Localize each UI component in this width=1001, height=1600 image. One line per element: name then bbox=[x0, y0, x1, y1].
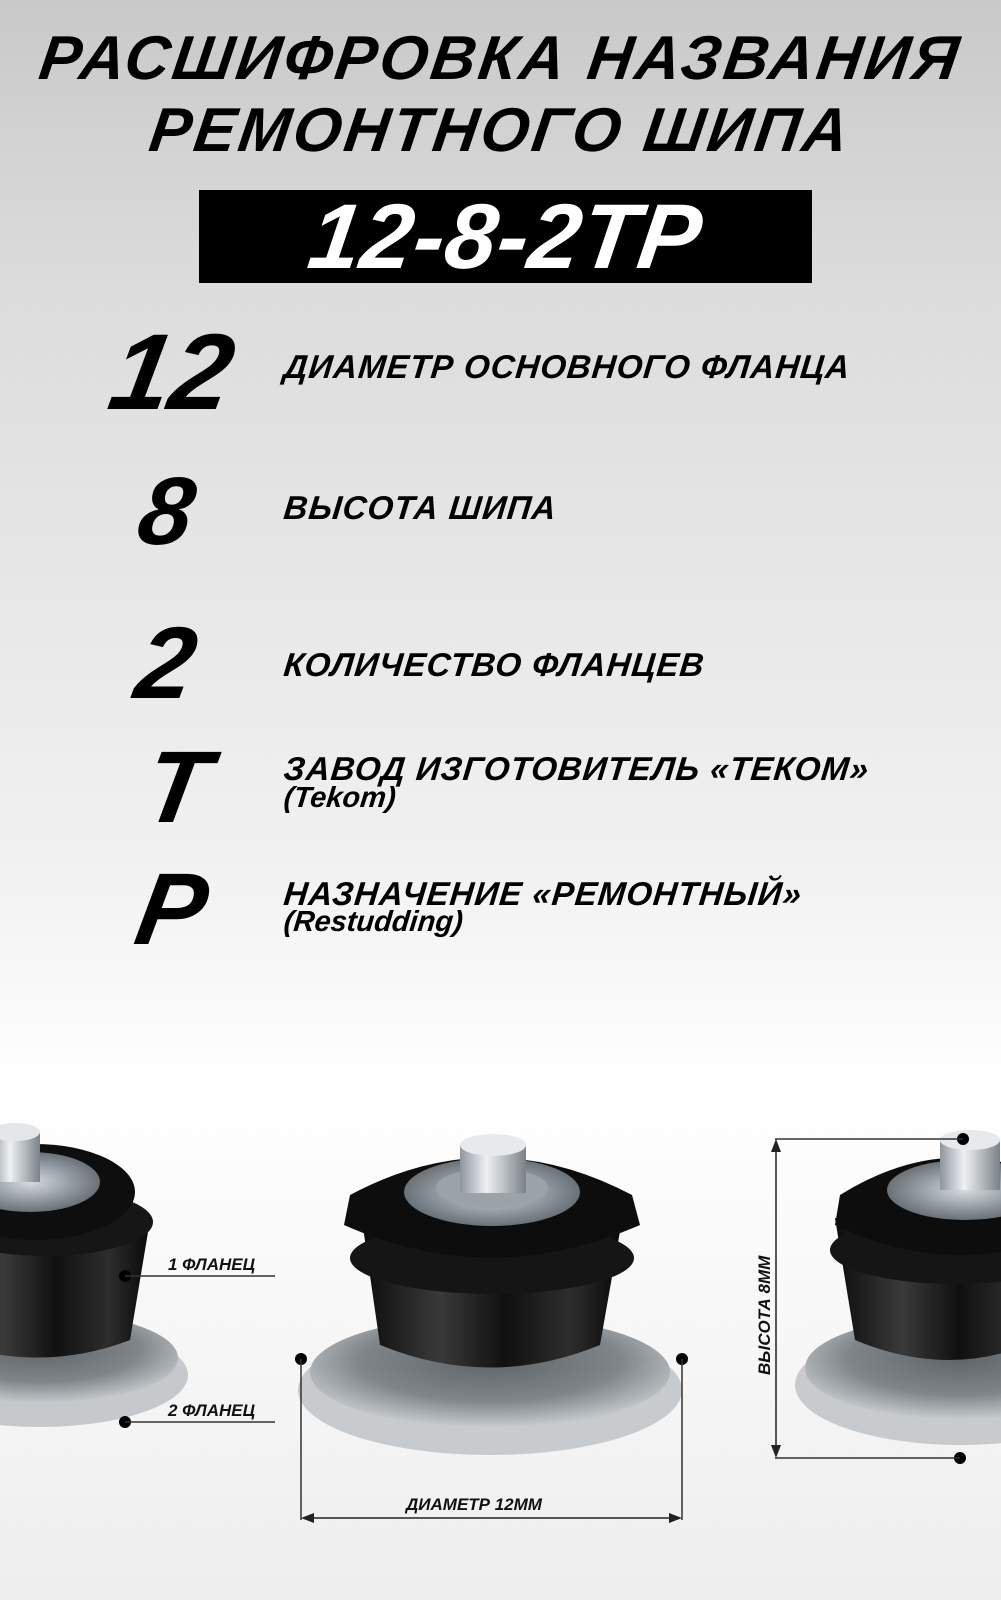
label-flange-2: 2 ФЛАНЕЦ bbox=[168, 1401, 255, 1420]
label-flange-1: 1 ФЛАНЕЦ bbox=[168, 1255, 255, 1274]
stud-left bbox=[0, 1123, 188, 1427]
title-line-1: РАСШИФРОВКА НАЗВАНИЯ bbox=[35, 24, 966, 93]
desc-stud-height: ВЫСОТА ШИПА bbox=[282, 489, 559, 526]
desc-flange-count: КОЛИЧЕСТВО ФЛАНЦЕВ bbox=[282, 646, 707, 683]
desc-purpose-note: (Restudding) bbox=[282, 906, 465, 938]
stud-code-banner bbox=[199, 185, 812, 288]
symbol-2: 2 bbox=[127, 606, 205, 720]
stud-photo-illustration bbox=[0, 1100, 1001, 1600]
symbol-12: 12 bbox=[101, 311, 243, 432]
symbol-p: Р bbox=[127, 852, 217, 966]
desc-purpose: НАЗНАЧЕНИЕ «РЕМОНТНЫЙ» bbox=[282, 875, 805, 912]
desc-manufacturer: ЗАВОД ИЗГОТОВИТЕЛЬ «ТЕКОМ» bbox=[282, 750, 872, 787]
label-height: ВЫСОТА 8ММ bbox=[755, 1255, 774, 1375]
title-line-2: РЕМОНТНОГО ШИПА bbox=[145, 96, 856, 165]
label-diameter: ДИАМЕТР 12ММ bbox=[406, 1495, 542, 1514]
symbol-8: 8 bbox=[130, 458, 203, 565]
desc-manufacturer-note: (Tekom) bbox=[282, 782, 398, 814]
stud-right bbox=[795, 1130, 1001, 1445]
stud-code: 12-8-2ТР bbox=[302, 185, 709, 288]
symbol-t: Т bbox=[135, 730, 219, 844]
desc-flange-diameter: ДИАМЕТР ОСНОВНОГО ФЛАНЦА bbox=[282, 348, 853, 385]
stud-center bbox=[298, 1134, 682, 1455]
